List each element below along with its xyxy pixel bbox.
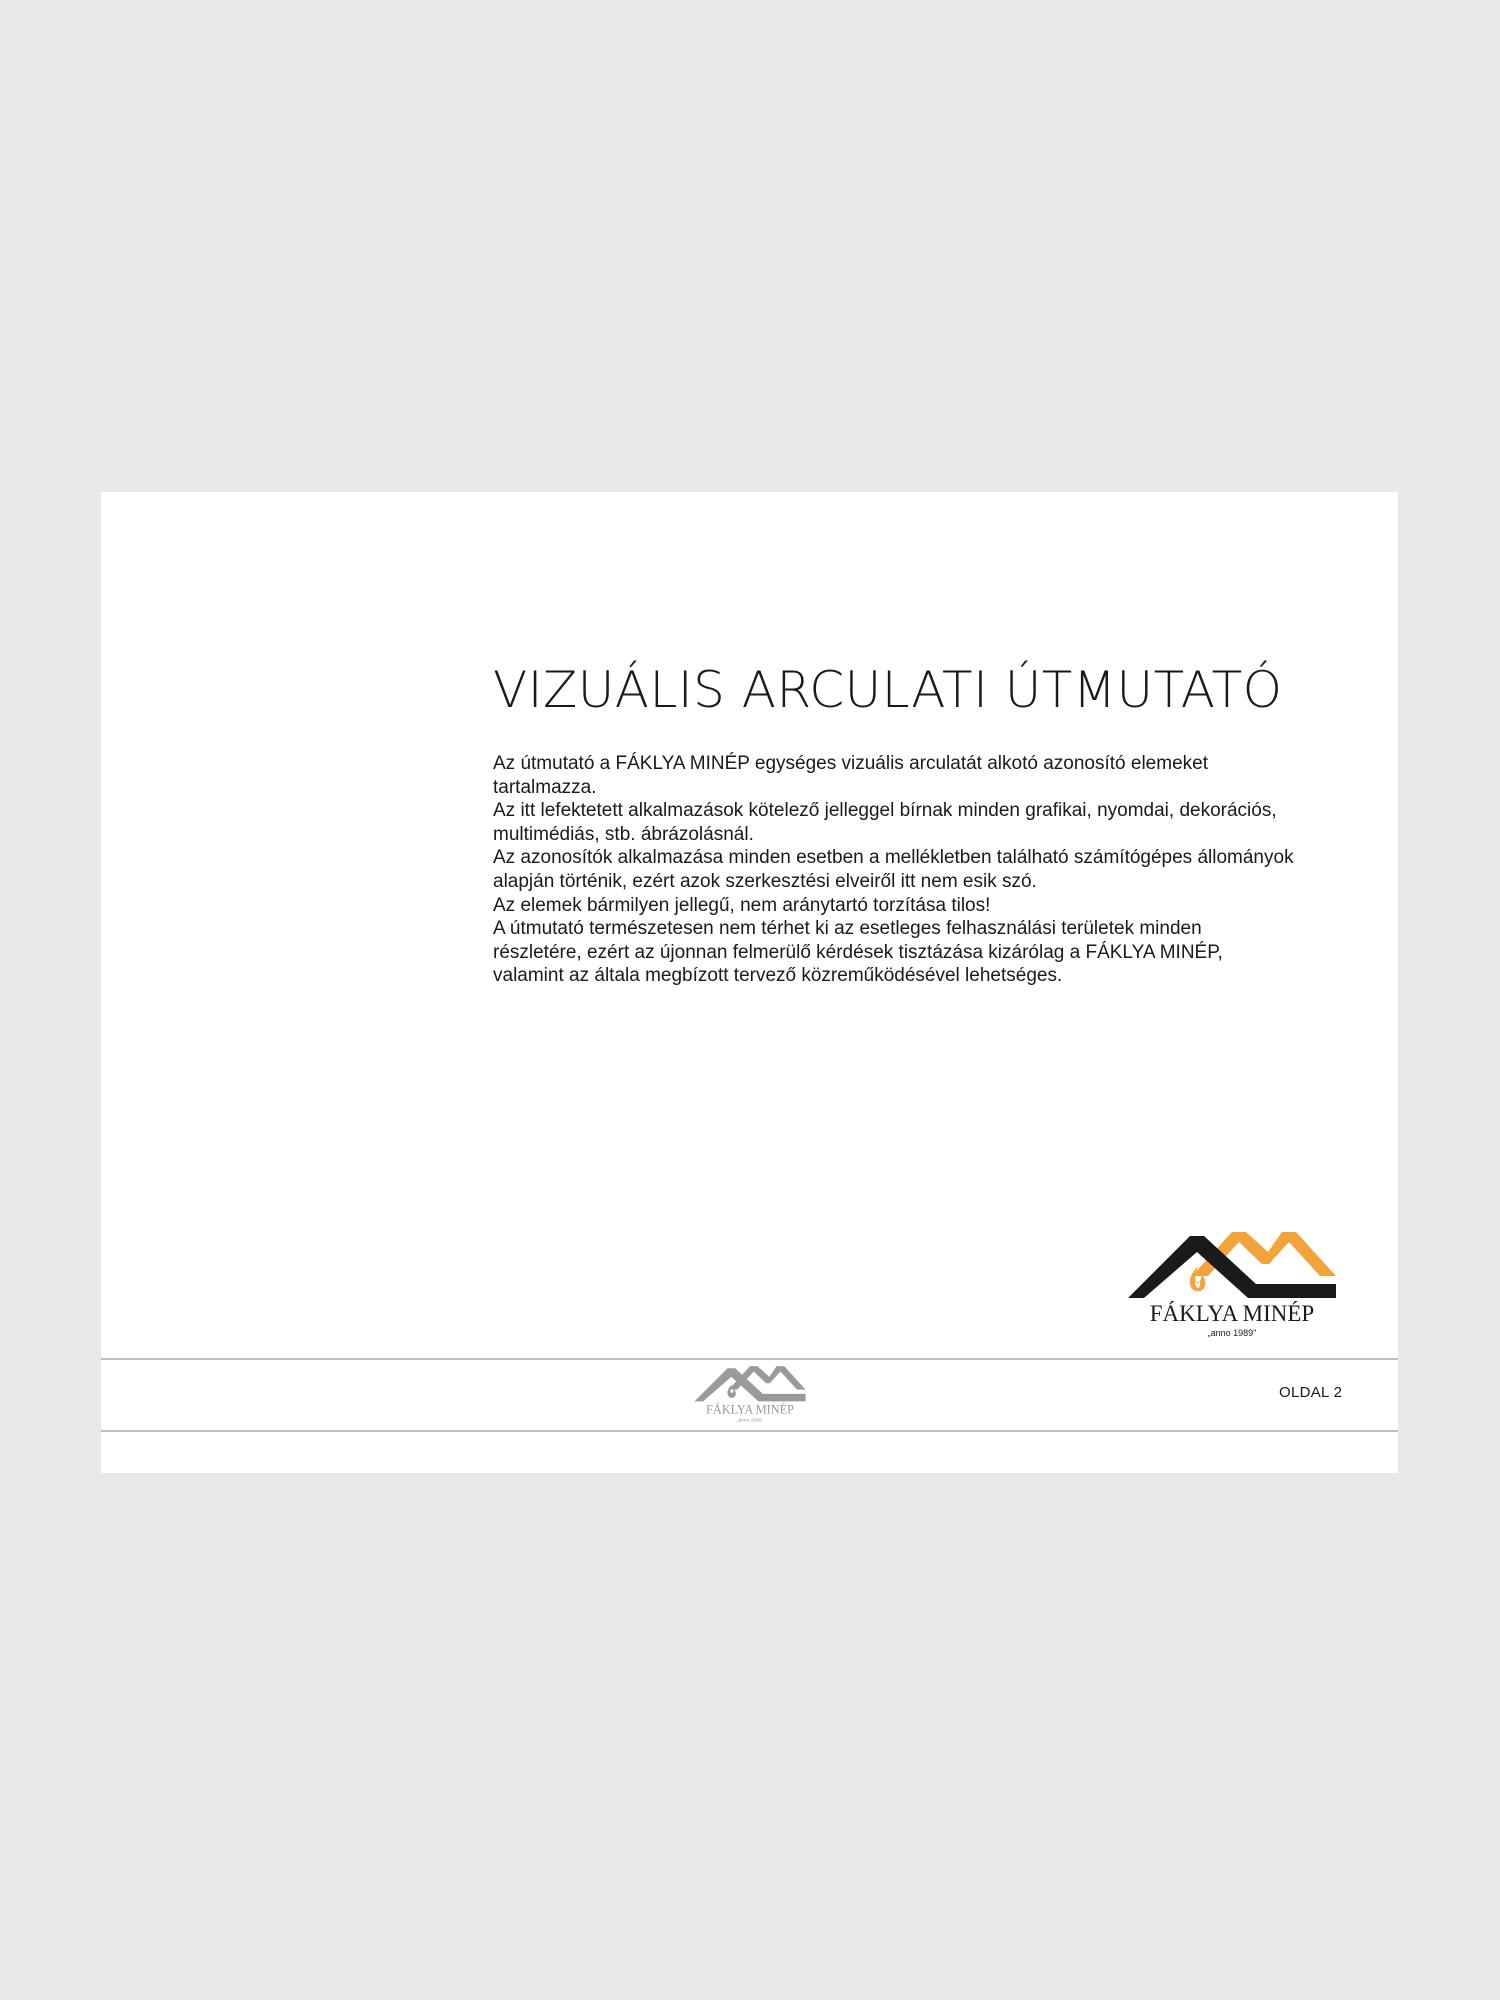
page-title: VIZUÁLIS ARCULATI ÚTMUTATÓ [493, 661, 1283, 719]
paragraph-line: multimédiás, stb. ábrázolásnál. [493, 823, 754, 845]
paragraph-line: Az azonosítók alkalmazása minden esetben a mellékletben található számítógépes állományok [493, 847, 1294, 869]
paragraph-line: valamint az általa megbízott tervező közreműködésével lehetséges. [493, 965, 1063, 987]
page-number: OLDAL 2 [1279, 1384, 1343, 1401]
logo-wordmark: FÁKLYA MINÉP [1149, 1301, 1315, 1326]
paragraph-line: A útmutató természetesen nem térhet ki az esetleges felhasználási területek minden [493, 918, 1202, 940]
footer-divider-bottom [101, 1430, 1398, 1432]
document-page [101, 492, 1398, 1473]
footer-divider-top [101, 1358, 1398, 1360]
paragraph-line: Az itt lefektetett alkalmazások kötelező jelleggel bírnak minden grafikai, nyomdai, dekorációs, [493, 800, 1277, 822]
paragraph-line: Az útmutató a FÁKLYA MINÉP egységes vizuális arculatát alkotó azonosító elemeket [493, 753, 1208, 774]
svg-text:FÁKLYA MINÉP: FÁKLYA MINÉP [706, 1402, 794, 1417]
logo-tagline: „anno 1989" [1207, 1328, 1257, 1338]
faklya-minep-logo [1128, 1228, 1336, 1344]
svg-text:„anno 1989": „anno 1989" [737, 1418, 763, 1424]
intro-paragraph [493, 752, 1353, 988]
paragraph-line: Az elemek bármilyen jellegű, nem aránytartó torzítása tilos! [493, 894, 991, 916]
paragraph-line: alapján történik, ezért azok szerkesztési elveiről itt nem esik szó. [493, 870, 1037, 892]
paragraph-line: tartalmazza. [493, 776, 597, 798]
paragraph-line: részletére, ezért az újonnan felmerülő kérdések tisztázása kizárólag a FÁKLYA MINÉP, [493, 941, 1223, 963]
footer-logo [691, 1364, 809, 1426]
